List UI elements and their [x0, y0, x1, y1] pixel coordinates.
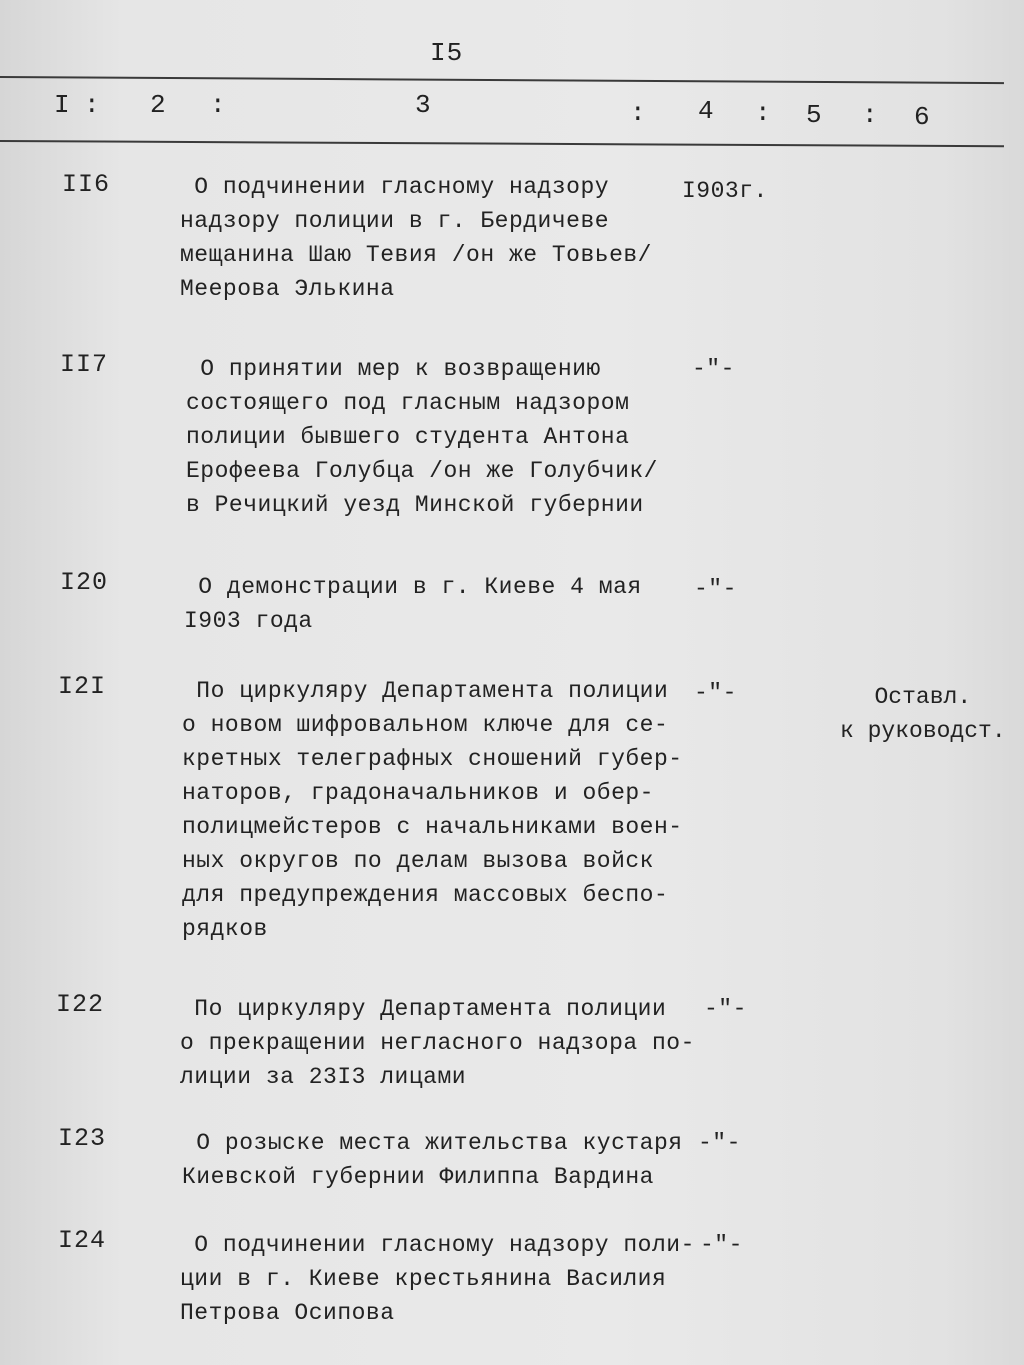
entry-title: О подчинении гласному надзору надзору полиции в г. Бердичеве мещанина Шаю Тевия /он же Товьев/ Меерова Элькина [180, 174, 652, 302]
column-header-4: 4 [698, 96, 714, 126]
entry-date: -"- [698, 1130, 741, 1156]
column-separator: : [210, 90, 226, 120]
page-number: I5 [430, 38, 464, 68]
entry-title: По циркуляру Департамента полиции о новом шифровальном ключе для се- кретных телеграфных сношений губер- наторов, градоначальников и обер- полицмейстеров с начальниками воен- ных округов по делам вызова войск для предупреждения массовых беспо- рядков [182, 678, 683, 942]
entry-date: I903г. [682, 178, 768, 204]
entry-title: О принятии мер к возвращению состоящего под гласным надзором полиции бывшего студента Антона Ерофеева Голубца /он же Голубчик/ в Речицкий уезд Минской губернии [186, 356, 658, 518]
entry-number: I2I [58, 672, 107, 701]
column-separator: : [84, 90, 100, 120]
entry-number: I22 [56, 990, 105, 1019]
column-header-6: 6 [914, 102, 930, 132]
entry-title: По циркуляру Департамента полиции о прекращении негласного надзора по- лиции за 23I3 лицами [180, 996, 695, 1090]
entry-date: -"- [692, 356, 735, 382]
entry-date: -"- [694, 576, 737, 602]
column-header-5: 5 [806, 100, 822, 130]
header-bottom-rule [0, 140, 1004, 147]
entry-number: I20 [60, 568, 109, 597]
column-header-1: I [54, 90, 70, 120]
column-separator: : [630, 98, 646, 128]
entry-note: Оставл. к руководст. [840, 684, 1006, 744]
entry-title: О подчинении гласному надзору поли- ции в г. Киеве крестьянина Василия Петрова Осипова [180, 1232, 695, 1326]
entry-number: I23 [58, 1124, 107, 1153]
entry-date: -"- [694, 680, 737, 706]
column-header-2: 2 [150, 90, 166, 120]
header-top-rule [0, 76, 1004, 84]
entry-number: II6 [62, 170, 111, 199]
entry-date: -"- [700, 1232, 743, 1258]
entry-title: О демонстрации в г. Киеве 4 мая I903 года [184, 574, 642, 634]
entry-title: О розыске места жительства кустаря Киевской губернии Филиппа Вардина [182, 1130, 683, 1190]
column-header-3: 3 [415, 90, 431, 120]
column-separator: : [862, 100, 878, 130]
entry-number: I24 [58, 1226, 107, 1255]
entry-date: -"- [704, 996, 747, 1022]
column-separator: : [755, 98, 771, 128]
entry-number: II7 [60, 350, 109, 379]
